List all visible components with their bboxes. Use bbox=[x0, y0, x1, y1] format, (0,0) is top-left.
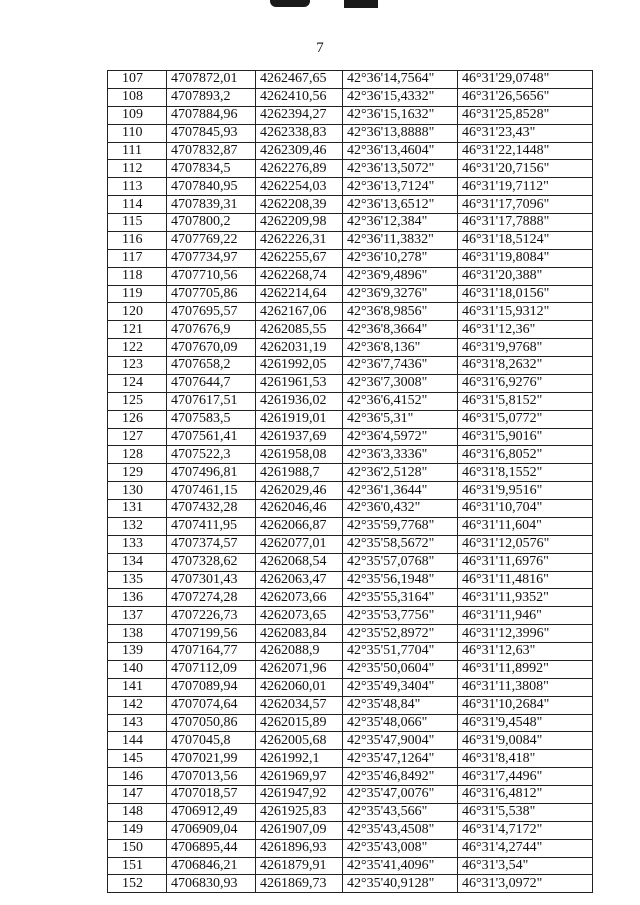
y-coordinate-cell: 4262254,03 bbox=[256, 178, 343, 196]
point-number-cell: 117 bbox=[108, 249, 167, 267]
y-coordinate-cell: 4262073,66 bbox=[256, 589, 343, 607]
table-row bbox=[108, 678, 593, 696]
longitude-cell: 46°31'22,1448" bbox=[458, 142, 593, 160]
x-coordinate-cell: 4707522,3 bbox=[167, 446, 256, 464]
point-number-cell: 148 bbox=[108, 803, 167, 821]
point-number-cell: 111 bbox=[108, 142, 167, 160]
y-coordinate-cell: 4261937,69 bbox=[256, 428, 343, 446]
x-coordinate-cell: 4707644,7 bbox=[167, 374, 256, 392]
table-row bbox=[108, 714, 593, 732]
x-coordinate-cell: 4707845,93 bbox=[167, 124, 256, 142]
x-coordinate-cell: 4707617,51 bbox=[167, 392, 256, 410]
table-row bbox=[108, 464, 593, 482]
x-coordinate-cell: 4707432,28 bbox=[167, 500, 256, 518]
x-coordinate-cell: 4707705,86 bbox=[167, 285, 256, 303]
table-row bbox=[108, 71, 593, 89]
point-number-cell: 118 bbox=[108, 267, 167, 285]
y-coordinate-cell: 4261896,93 bbox=[256, 839, 343, 857]
latitude-cell: 42°35'40,9128" bbox=[343, 875, 458, 893]
table-row bbox=[108, 696, 593, 714]
longitude-cell: 46°31'15,9312" bbox=[458, 303, 593, 321]
point-number-cell: 124 bbox=[108, 374, 167, 392]
latitude-cell: 42°36'7,3008" bbox=[343, 374, 458, 392]
longitude-cell: 46°31'9,4548" bbox=[458, 714, 593, 732]
longitude-cell: 46°31'9,0084" bbox=[458, 732, 593, 750]
point-number-cell: 132 bbox=[108, 517, 167, 535]
longitude-cell: 46°31'6,4812" bbox=[458, 786, 593, 804]
table-row bbox=[108, 803, 593, 821]
y-coordinate-cell: 4262214,64 bbox=[256, 285, 343, 303]
latitude-cell: 42°36'8,136" bbox=[343, 339, 458, 357]
latitude-cell: 42°35'41,4096" bbox=[343, 857, 458, 875]
x-coordinate-cell: 4707045,8 bbox=[167, 732, 256, 750]
latitude-cell: 42°36'10,278" bbox=[343, 249, 458, 267]
point-number-cell: 120 bbox=[108, 303, 167, 321]
point-number-cell: 146 bbox=[108, 768, 167, 786]
point-number-cell: 140 bbox=[108, 660, 167, 678]
y-coordinate-cell: 4261961,53 bbox=[256, 374, 343, 392]
latitude-cell: 42°36'11,3832" bbox=[343, 231, 458, 249]
point-number-cell: 142 bbox=[108, 696, 167, 714]
y-coordinate-cell: 4261992,05 bbox=[256, 357, 343, 375]
y-coordinate-cell: 4262060,01 bbox=[256, 678, 343, 696]
table-row bbox=[108, 839, 593, 857]
longitude-cell: 46°31'12,3996" bbox=[458, 625, 593, 643]
y-coordinate-cell: 4261969,97 bbox=[256, 768, 343, 786]
x-coordinate-cell: 4707496,81 bbox=[167, 464, 256, 482]
table-row bbox=[108, 410, 593, 428]
table-row bbox=[108, 88, 593, 106]
y-coordinate-cell: 4261907,09 bbox=[256, 821, 343, 839]
point-number-cell: 143 bbox=[108, 714, 167, 732]
scan-mark-right bbox=[344, 0, 378, 8]
y-coordinate-cell: 4262309,46 bbox=[256, 142, 343, 160]
latitude-cell: 42°36'14,7564" bbox=[343, 71, 458, 89]
longitude-cell: 46°31'11,946" bbox=[458, 607, 593, 625]
point-number-cell: 108 bbox=[108, 88, 167, 106]
y-coordinate-cell: 4262167,06 bbox=[256, 303, 343, 321]
longitude-cell: 46°31'19,7112" bbox=[458, 178, 593, 196]
table-row bbox=[108, 768, 593, 786]
latitude-cell: 42°36'2,5128" bbox=[343, 464, 458, 482]
latitude-cell: 42°36'12,384" bbox=[343, 214, 458, 232]
longitude-cell: 46°31'11,8992" bbox=[458, 660, 593, 678]
latitude-cell: 42°35'58,5672" bbox=[343, 535, 458, 553]
y-coordinate-cell: 4262338,83 bbox=[256, 124, 343, 142]
longitude-cell: 46°31'5,8152" bbox=[458, 392, 593, 410]
x-coordinate-cell: 4707274,28 bbox=[167, 589, 256, 607]
y-coordinate-cell: 4262029,46 bbox=[256, 482, 343, 500]
latitude-cell: 42°35'53,7756" bbox=[343, 607, 458, 625]
point-number-cell: 119 bbox=[108, 285, 167, 303]
point-number-cell: 123 bbox=[108, 357, 167, 375]
y-coordinate-cell: 4262394,27 bbox=[256, 106, 343, 124]
longitude-cell: 46°31'12,63" bbox=[458, 643, 593, 661]
x-coordinate-cell: 4706895,44 bbox=[167, 839, 256, 857]
point-number-cell: 134 bbox=[108, 553, 167, 571]
latitude-cell: 42°36'8,3664" bbox=[343, 321, 458, 339]
point-number-cell: 138 bbox=[108, 625, 167, 643]
x-coordinate-cell: 4707301,43 bbox=[167, 571, 256, 589]
table-row bbox=[108, 321, 593, 339]
longitude-cell: 46°31'7,4496" bbox=[458, 768, 593, 786]
x-coordinate-cell: 4706912,49 bbox=[167, 803, 256, 821]
latitude-cell: 42°36'13,7124" bbox=[343, 178, 458, 196]
y-coordinate-cell: 4262031,19 bbox=[256, 339, 343, 357]
point-number-cell: 136 bbox=[108, 589, 167, 607]
point-number-cell: 135 bbox=[108, 571, 167, 589]
latitude-cell: 42°36'13,4604" bbox=[343, 142, 458, 160]
table-row bbox=[108, 267, 593, 285]
y-coordinate-cell: 4261869,73 bbox=[256, 875, 343, 893]
longitude-cell: 46°31'11,604" bbox=[458, 517, 593, 535]
longitude-cell: 46°31'12,36" bbox=[458, 321, 593, 339]
y-coordinate-cell: 4262034,57 bbox=[256, 696, 343, 714]
x-coordinate-cell: 4707676,9 bbox=[167, 321, 256, 339]
point-number-cell: 121 bbox=[108, 321, 167, 339]
table-row bbox=[108, 339, 593, 357]
latitude-cell: 42°36'15,4332" bbox=[343, 88, 458, 106]
longitude-cell: 46°31'20,7156" bbox=[458, 160, 593, 178]
latitude-cell: 42°35'47,9004" bbox=[343, 732, 458, 750]
y-coordinate-cell: 4262209,98 bbox=[256, 214, 343, 232]
latitude-cell: 42°36'13,8888" bbox=[343, 124, 458, 142]
latitude-cell: 42°35'50,0604" bbox=[343, 660, 458, 678]
table-row bbox=[108, 607, 593, 625]
x-coordinate-cell: 4707226,73 bbox=[167, 607, 256, 625]
latitude-cell: 42°35'48,84" bbox=[343, 696, 458, 714]
point-number-cell: 152 bbox=[108, 875, 167, 893]
point-number-cell: 130 bbox=[108, 482, 167, 500]
point-number-cell: 112 bbox=[108, 160, 167, 178]
x-coordinate-cell: 4706830,93 bbox=[167, 875, 256, 893]
table-row bbox=[108, 517, 593, 535]
table-row bbox=[108, 231, 593, 249]
table-row bbox=[108, 625, 593, 643]
x-coordinate-cell: 4707199,56 bbox=[167, 625, 256, 643]
longitude-cell: 46°31'17,7096" bbox=[458, 196, 593, 214]
latitude-cell: 42°35'43,4508" bbox=[343, 821, 458, 839]
table-row bbox=[108, 589, 593, 607]
latitude-cell: 42°35'47,1264" bbox=[343, 750, 458, 768]
longitude-cell: 46°31'3,54" bbox=[458, 857, 593, 875]
y-coordinate-cell: 4262467,65 bbox=[256, 71, 343, 89]
latitude-cell: 42°35'55,3164" bbox=[343, 589, 458, 607]
x-coordinate-cell: 4707374,57 bbox=[167, 535, 256, 553]
x-coordinate-cell: 4707769,22 bbox=[167, 231, 256, 249]
table-row bbox=[108, 142, 593, 160]
y-coordinate-cell: 4261879,91 bbox=[256, 857, 343, 875]
table-row bbox=[108, 303, 593, 321]
longitude-cell: 46°31'8,2632" bbox=[458, 357, 593, 375]
y-coordinate-cell: 4262410,56 bbox=[256, 88, 343, 106]
latitude-cell: 42°36'8,9856" bbox=[343, 303, 458, 321]
longitude-cell: 46°31'8,1552" bbox=[458, 464, 593, 482]
longitude-cell: 46°31'10,2684" bbox=[458, 696, 593, 714]
latitude-cell: 42°36'13,6512" bbox=[343, 196, 458, 214]
longitude-cell: 46°31'25,8528" bbox=[458, 106, 593, 124]
x-coordinate-cell: 4707710,56 bbox=[167, 267, 256, 285]
coordinates-table-body bbox=[108, 71, 593, 893]
table-row bbox=[108, 160, 593, 178]
latitude-cell: 42°36'4,5972" bbox=[343, 428, 458, 446]
point-number-cell: 151 bbox=[108, 857, 167, 875]
point-number-cell: 116 bbox=[108, 231, 167, 249]
point-number-cell: 141 bbox=[108, 678, 167, 696]
y-coordinate-cell: 4262066,87 bbox=[256, 517, 343, 535]
point-number-cell: 144 bbox=[108, 732, 167, 750]
table-row bbox=[108, 374, 593, 392]
y-coordinate-cell: 4261958,08 bbox=[256, 446, 343, 464]
latitude-cell: 42°35'56,1948" bbox=[343, 571, 458, 589]
table-row bbox=[108, 196, 593, 214]
longitude-cell: 46°31'8,418" bbox=[458, 750, 593, 768]
point-number-cell: 149 bbox=[108, 821, 167, 839]
scan-mark-left bbox=[270, 0, 310, 7]
latitude-cell: 42°35'46,8492" bbox=[343, 768, 458, 786]
table-row bbox=[108, 446, 593, 464]
longitude-cell: 46°31'19,8084" bbox=[458, 249, 593, 267]
x-coordinate-cell: 4707834,5 bbox=[167, 160, 256, 178]
latitude-cell: 42°35'51,7704" bbox=[343, 643, 458, 661]
longitude-cell: 46°31'23,43" bbox=[458, 124, 593, 142]
latitude-cell: 42°35'52,8972" bbox=[343, 625, 458, 643]
y-coordinate-cell: 4262276,89 bbox=[256, 160, 343, 178]
point-number-cell: 110 bbox=[108, 124, 167, 142]
longitude-cell: 46°31'18,5124" bbox=[458, 231, 593, 249]
x-coordinate-cell: 4707893,2 bbox=[167, 88, 256, 106]
x-coordinate-cell: 4707074,64 bbox=[167, 696, 256, 714]
y-coordinate-cell: 4262068,54 bbox=[256, 553, 343, 571]
x-coordinate-cell: 4707670,09 bbox=[167, 339, 256, 357]
table-row bbox=[108, 535, 593, 553]
longitude-cell: 46°31'11,9352" bbox=[458, 589, 593, 607]
point-number-cell: 129 bbox=[108, 464, 167, 482]
x-coordinate-cell: 4707583,5 bbox=[167, 410, 256, 428]
table-row bbox=[108, 857, 593, 875]
y-coordinate-cell: 4262073,65 bbox=[256, 607, 343, 625]
y-coordinate-cell: 4261947,92 bbox=[256, 786, 343, 804]
y-coordinate-cell: 4261936,02 bbox=[256, 392, 343, 410]
point-number-cell: 122 bbox=[108, 339, 167, 357]
table-row bbox=[108, 392, 593, 410]
y-coordinate-cell: 4262083,84 bbox=[256, 625, 343, 643]
point-number-cell: 137 bbox=[108, 607, 167, 625]
point-number-cell: 109 bbox=[108, 106, 167, 124]
point-number-cell: 115 bbox=[108, 214, 167, 232]
longitude-cell: 46°31'11,6976" bbox=[458, 553, 593, 571]
table-row bbox=[108, 357, 593, 375]
y-coordinate-cell: 4262063,47 bbox=[256, 571, 343, 589]
longitude-cell: 46°31'4,7172" bbox=[458, 821, 593, 839]
point-number-cell: 128 bbox=[108, 446, 167, 464]
point-number-cell: 147 bbox=[108, 786, 167, 804]
x-coordinate-cell: 4706846,21 bbox=[167, 857, 256, 875]
x-coordinate-cell: 4707884,96 bbox=[167, 106, 256, 124]
x-coordinate-cell: 4707872,01 bbox=[167, 71, 256, 89]
y-coordinate-cell: 4261992,1 bbox=[256, 750, 343, 768]
y-coordinate-cell: 4262088,9 bbox=[256, 643, 343, 661]
point-number-cell: 125 bbox=[108, 392, 167, 410]
x-coordinate-cell: 4707018,57 bbox=[167, 786, 256, 804]
longitude-cell: 46°31'6,9276" bbox=[458, 374, 593, 392]
x-coordinate-cell: 4707461,15 bbox=[167, 482, 256, 500]
x-coordinate-cell: 4707658,2 bbox=[167, 357, 256, 375]
point-number-cell: 139 bbox=[108, 643, 167, 661]
y-coordinate-cell: 4262268,74 bbox=[256, 267, 343, 285]
x-coordinate-cell: 4707089,94 bbox=[167, 678, 256, 696]
longitude-cell: 46°31'9,9768" bbox=[458, 339, 593, 357]
table-row bbox=[108, 732, 593, 750]
x-coordinate-cell: 4707832,87 bbox=[167, 142, 256, 160]
table-row bbox=[108, 482, 593, 500]
point-number-cell: 126 bbox=[108, 410, 167, 428]
x-coordinate-cell: 4707164,77 bbox=[167, 643, 256, 661]
latitude-cell: 42°36'0,432" bbox=[343, 500, 458, 518]
latitude-cell: 42°36'3,3336" bbox=[343, 446, 458, 464]
table-row bbox=[108, 571, 593, 589]
table-row bbox=[108, 643, 593, 661]
x-coordinate-cell: 4707695,57 bbox=[167, 303, 256, 321]
longitude-cell: 46°31'18,0156" bbox=[458, 285, 593, 303]
longitude-cell: 46°31'17,7888" bbox=[458, 214, 593, 232]
latitude-cell: 42°35'48,066" bbox=[343, 714, 458, 732]
table-row bbox=[108, 178, 593, 196]
latitude-cell: 42°35'43,008" bbox=[343, 839, 458, 857]
x-coordinate-cell: 4707800,2 bbox=[167, 214, 256, 232]
latitude-cell: 42°35'59,7768" bbox=[343, 517, 458, 535]
table-row bbox=[108, 106, 593, 124]
y-coordinate-cell: 4262255,67 bbox=[256, 249, 343, 267]
table-row bbox=[108, 214, 593, 232]
table-row bbox=[108, 124, 593, 142]
latitude-cell: 42°35'49,3404" bbox=[343, 678, 458, 696]
point-number-cell: 114 bbox=[108, 196, 167, 214]
point-number-cell: 113 bbox=[108, 178, 167, 196]
longitude-cell: 46°31'11,4816" bbox=[458, 571, 593, 589]
y-coordinate-cell: 4261925,83 bbox=[256, 803, 343, 821]
y-coordinate-cell: 4262077,01 bbox=[256, 535, 343, 553]
latitude-cell: 42°36'5,31" bbox=[343, 410, 458, 428]
point-number-cell: 131 bbox=[108, 500, 167, 518]
latitude-cell: 42°35'57,0768" bbox=[343, 553, 458, 571]
table-row bbox=[108, 786, 593, 804]
longitude-cell: 46°31'20,388" bbox=[458, 267, 593, 285]
table-row bbox=[108, 875, 593, 893]
x-coordinate-cell: 4707561,41 bbox=[167, 428, 256, 446]
y-coordinate-cell: 4262208,39 bbox=[256, 196, 343, 214]
point-number-cell: 107 bbox=[108, 71, 167, 89]
longitude-cell: 46°31'29,0748" bbox=[458, 71, 593, 89]
longitude-cell: 46°31'5,538" bbox=[458, 803, 593, 821]
y-coordinate-cell: 4262046,46 bbox=[256, 500, 343, 518]
table-row bbox=[108, 750, 593, 768]
point-number-cell: 133 bbox=[108, 535, 167, 553]
longitude-cell: 46°31'3,0972" bbox=[458, 875, 593, 893]
latitude-cell: 42°35'43,566" bbox=[343, 803, 458, 821]
y-coordinate-cell: 4262005,68 bbox=[256, 732, 343, 750]
longitude-cell: 46°31'9,9516" bbox=[458, 482, 593, 500]
point-number-cell: 127 bbox=[108, 428, 167, 446]
x-coordinate-cell: 4707411,95 bbox=[167, 517, 256, 535]
y-coordinate-cell: 4262226,31 bbox=[256, 231, 343, 249]
latitude-cell: 42°36'13,5072" bbox=[343, 160, 458, 178]
latitude-cell: 42°36'9,4896" bbox=[343, 267, 458, 285]
y-coordinate-cell: 4262071,96 bbox=[256, 660, 343, 678]
x-coordinate-cell: 4707112,09 bbox=[167, 660, 256, 678]
point-number-cell: 150 bbox=[108, 839, 167, 857]
table-row bbox=[108, 553, 593, 571]
longitude-cell: 46°31'11,3808" bbox=[458, 678, 593, 696]
longitude-cell: 46°31'10,704" bbox=[458, 500, 593, 518]
x-coordinate-cell: 4707328,62 bbox=[167, 553, 256, 571]
x-coordinate-cell: 4707734,97 bbox=[167, 249, 256, 267]
latitude-cell: 42°36'15,1632" bbox=[343, 106, 458, 124]
table-row bbox=[108, 660, 593, 678]
page-number: 7 bbox=[316, 40, 324, 56]
point-number-cell: 145 bbox=[108, 750, 167, 768]
latitude-cell: 42°35'47,0076" bbox=[343, 786, 458, 804]
longitude-cell: 46°31'12,0576" bbox=[458, 535, 593, 553]
x-coordinate-cell: 4706909,04 bbox=[167, 821, 256, 839]
longitude-cell: 46°31'4,2744" bbox=[458, 839, 593, 857]
table-row bbox=[108, 285, 593, 303]
longitude-cell: 46°31'26,5656" bbox=[458, 88, 593, 106]
latitude-cell: 42°36'6,4152" bbox=[343, 392, 458, 410]
y-coordinate-cell: 4261988,7 bbox=[256, 464, 343, 482]
longitude-cell: 46°31'5,9016" bbox=[458, 428, 593, 446]
y-coordinate-cell: 4262015,89 bbox=[256, 714, 343, 732]
x-coordinate-cell: 4707013,56 bbox=[167, 768, 256, 786]
latitude-cell: 42°36'1,3644" bbox=[343, 482, 458, 500]
x-coordinate-cell: 4707021,99 bbox=[167, 750, 256, 768]
y-coordinate-cell: 4261919,01 bbox=[256, 410, 343, 428]
table-row bbox=[108, 249, 593, 267]
longitude-cell: 46°31'5,0772" bbox=[458, 410, 593, 428]
table-row bbox=[108, 500, 593, 518]
coordinates-table bbox=[107, 70, 593, 893]
x-coordinate-cell: 4707840,95 bbox=[167, 178, 256, 196]
table-row bbox=[108, 428, 593, 446]
y-coordinate-cell: 4262085,55 bbox=[256, 321, 343, 339]
latitude-cell: 42°36'9,3276" bbox=[343, 285, 458, 303]
latitude-cell: 42°36'7,7436" bbox=[343, 357, 458, 375]
longitude-cell: 46°31'6,8052" bbox=[458, 446, 593, 464]
x-coordinate-cell: 4707839,31 bbox=[167, 196, 256, 214]
table-row bbox=[108, 821, 593, 839]
x-coordinate-cell: 4707050,86 bbox=[167, 714, 256, 732]
